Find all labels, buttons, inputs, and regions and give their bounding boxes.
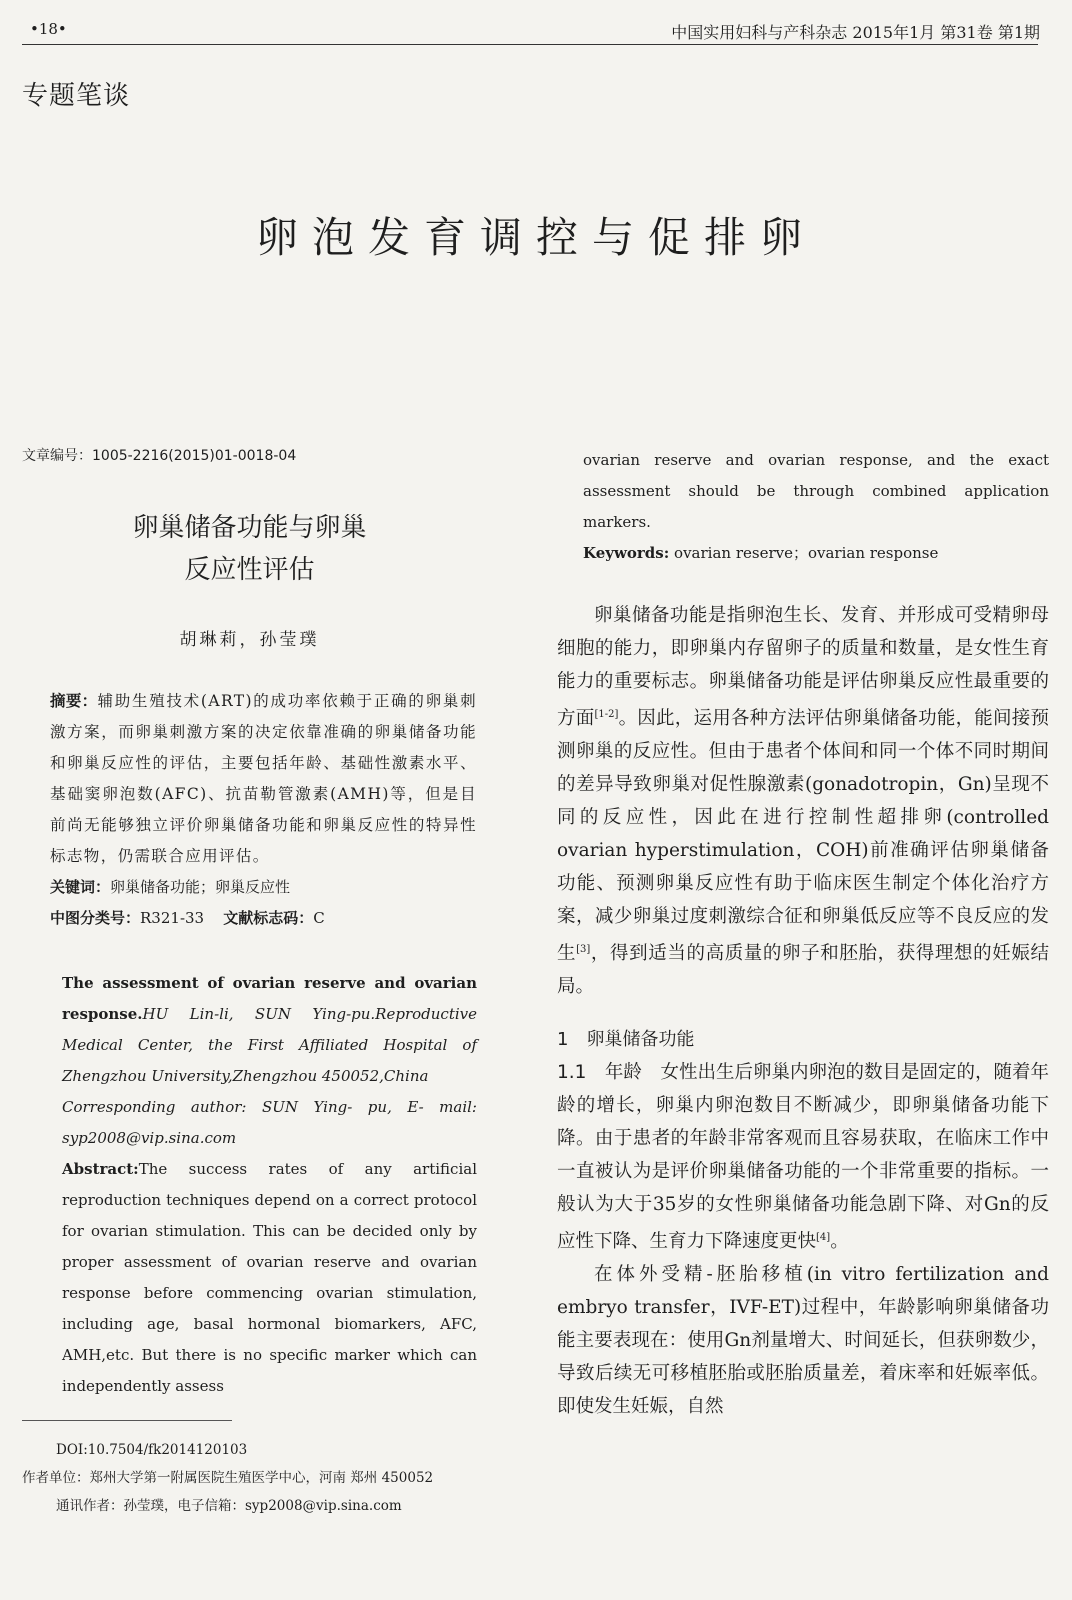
intro-text-a: 卵巢储备功能是指卵泡生长、发育、并形成可受精卵母细胞的能力，即卵巢内存留卵子的质量和数量，是女性生育能力的重要标志。卵巢储备功能是评估卵巢反应性最重要的方面 (557, 605, 1049, 730)
keywords-label: 关键词： (50, 878, 111, 896)
abstract-cn-text: 辅助生殖技术(ART)的成功率依赖于正确的卵巢刺激方案，而卵巢刺激方案的决定依靠准确的卵巢储备功能和卵巢反应性的评估，主要包括年龄、基础性激素水平、基础窦卵泡数(AFC)、抗苗勒管激素(AMH)等，但是目前尚无能够独立评价卵巢储备功能和卵巢反应性的特异性标志物，仍需联合应用评估。 (50, 692, 477, 865)
english-keywords-label: Keywords: (583, 544, 670, 562)
age-text-b: 。 (830, 1231, 849, 1253)
doc-label: 文献标志码： (223, 909, 314, 927)
article-title (22, 507, 477, 591)
article-number: 文章编号：1005-2216(2015)01-0018-04 (22, 448, 297, 464)
footnote-affiliation: 作者单位：郑州大学第一附属医院生殖医学中心，河南 郑州 450052 (22, 1470, 434, 1486)
footnote-corresponding: 通讯作者：孙莹璞，电子信箱：syp2008@vip.sina.com (56, 1498, 402, 1514)
english-abstract-text: The success rates of any artificial reproduction techniques depend on a correct protocol for ovarian stimulation. This can be decided only by proper assessment of ovarian reserve and ovarian response before commencing ovarian stimulation, including age, basal hormonal biomarkers, AFC, AMH,etc. But there is no specific marker which can independently assess (62, 1160, 477, 1395)
footnote-rule (22, 1420, 232, 1421)
footnotes (22, 1436, 492, 1520)
page-title: 卵泡发育调控与促排卵 (255, 213, 816, 262)
journal-header: 中国实用妇科与产科杂志 2015年1月 第31卷 第1期 (671, 23, 1040, 42)
left-column (22, 445, 477, 1402)
subsection-1-1: 1.1 年龄 (557, 1062, 661, 1084)
citation-1-2: [1-2] (594, 709, 619, 720)
english-abstract (62, 1154, 477, 1402)
classification (50, 903, 477, 934)
english-authors: HU Lin-li, SUN Ying-pu.Reproductive Medical Center, the First Affiliated Hospital of Zhengzhou University,Zhengzhou 450052,China (62, 1005, 477, 1085)
footnote-doi: DOI:10.7504/fk2014120103 (56, 1442, 248, 1458)
article-title-line2: 反应性评估 (184, 555, 315, 585)
header-rule (22, 44, 1038, 45)
keywords-cn-text: 卵巢储备功能；卵巢反应性 (110, 878, 291, 896)
english-abstract-continued: ovarian reserve and ovarian response, and the exact assessment should be through combined application markers. (583, 451, 1049, 531)
citation-3: [3] (576, 944, 591, 956)
ivf-paragraph: 在体外受精-胚胎移植(in vitro fertilization and embryo transfer，IVF-ET)过程中，年龄影响卵巢储备功能主要表现在：使用Gn剂量增大、时间延长，但获卵数少，导致后续无可移植胚胎或胚胎质量差，着床率和妊娠率低。即使发生妊娠，自然 (557, 1264, 1049, 1418)
age-text-a: 女性出生后卵巢内卵泡的数目是固定的，随着年龄的增长，卵巢内卵泡数目不断减少，即卵巢储备功能下降。由于患者的年龄非常客观而且容易获取，在临床工作中一直被认为是评价卵巢储备功能的一个非常重要的指标。一般认为大于35岁的女性卵巢储备功能急剧下降、对Gn的反应性下降、生育力下降速度更快 (557, 1062, 1049, 1253)
page-number: •18• (30, 20, 67, 38)
abstract-cn (50, 686, 477, 872)
right-column (557, 445, 1049, 1423)
authors: 胡琳莉，孙莹璞 (179, 630, 320, 650)
english-abstract-block (62, 968, 477, 1402)
article-title-line1: 卵巢储备功能与卵巢 (132, 513, 367, 543)
intro-paragraph (557, 599, 1049, 1003)
english-corresponding: Corresponding author: SUN Ying- pu, E- mail: syp2008@vip.sina.com (62, 1098, 477, 1147)
english-title: The assessment of ovarian reserve and ovarian response. (62, 974, 477, 1023)
english-title-authors (62, 968, 477, 1092)
english-keywords-text: ovarian reserve；ovarian response (674, 544, 939, 562)
citation-4: [4] (816, 1232, 831, 1244)
class-value: R321-33 (140, 909, 205, 927)
english-abstract-label: Abstract: (62, 1160, 139, 1178)
abstract-label: 摘要： (50, 692, 98, 710)
doc-value: C (313, 909, 325, 927)
section-heading-1: 1 卵巢储备功能 (557, 1029, 695, 1051)
class-label: 中图分类号： (50, 909, 141, 927)
section-label: 专题笔谈 (22, 81, 131, 111)
keywords-cn (50, 872, 477, 903)
intro-text-c: ，得到适当的高质量的卵子和胚胎，获得理想的妊娠结局。 (557, 943, 1049, 998)
intro-text-b: 。因此，运用各种方法评估卵巢储备功能，能间接预测卵巢的反应性。但由于患者个体间和同一个体不同时期间的差异导致卵巢对促性腺激素(gonadotropin，Gn)呈现不同的反应性，因此在进行控制性超排卵(controlled ovarian hyperstimulation，COH)前准确评估卵巢储备功能、预测卵巢反应性有助于临床医生制定个体化治疗方案，减少卵巢过度刺激综合征和卵巢低反应等不良反应的发生 (557, 708, 1049, 965)
age-paragraph (557, 1056, 1049, 1258)
english-keywords (583, 538, 1049, 569)
